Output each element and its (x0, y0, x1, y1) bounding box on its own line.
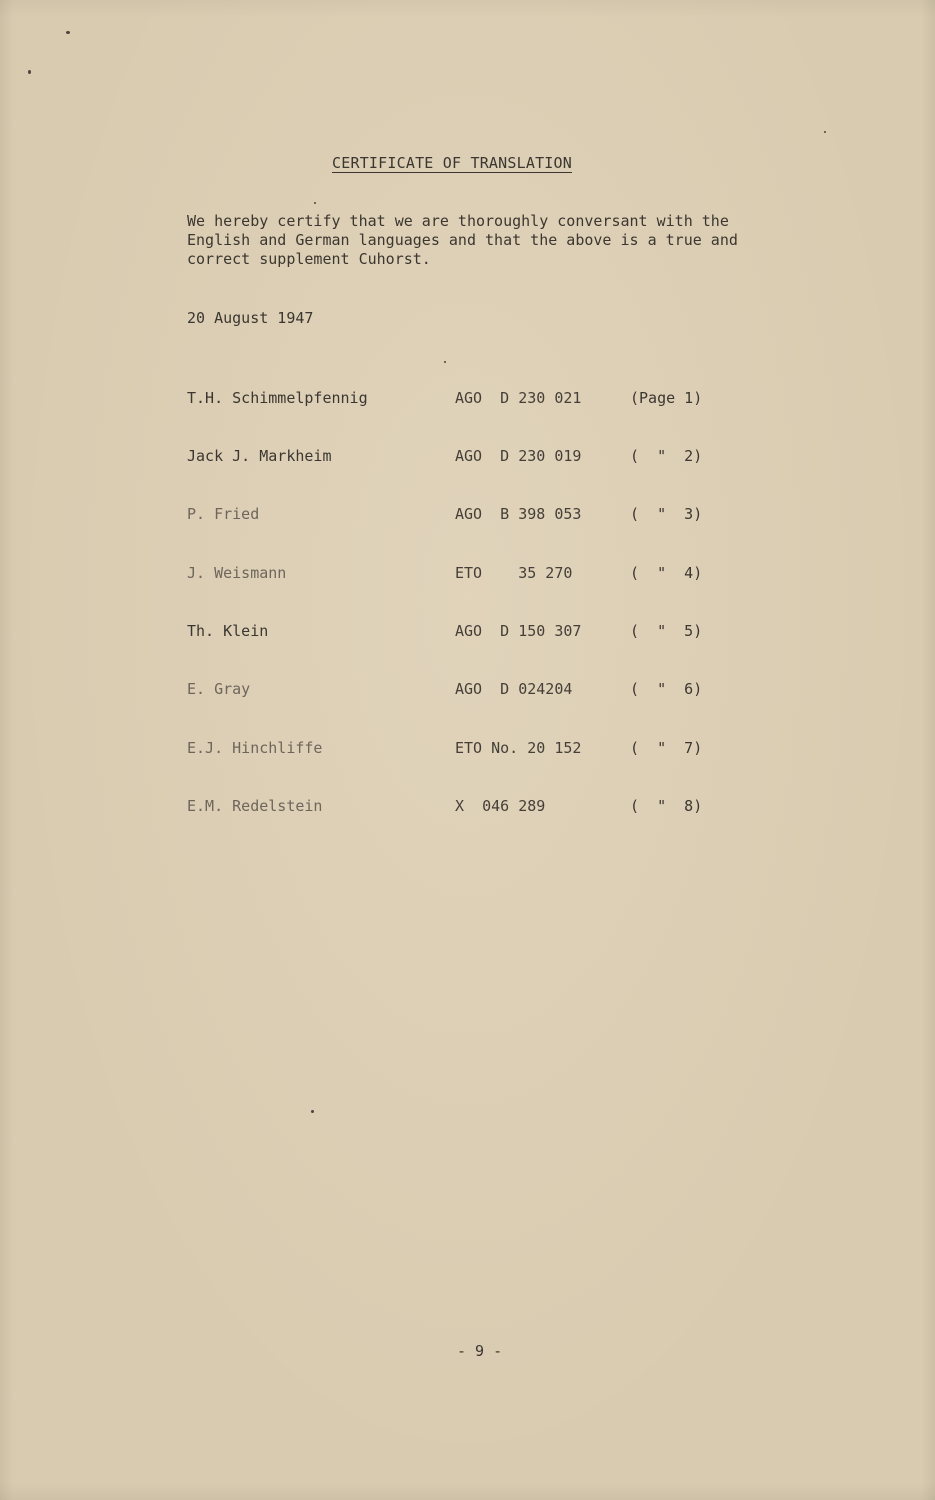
signatory-row (0, 680, 935, 704)
signatory-row (0, 389, 935, 413)
signatory-page: ( " 8) (630, 797, 703, 815)
signatory-name: Th. Klein (187, 622, 269, 640)
signatory-serial: AGO D 150 307 (455, 622, 582, 640)
signatory-serial: ETO No. 20 152 (455, 739, 582, 757)
certification-paragraph (187, 212, 787, 269)
paper-speck (66, 31, 70, 34)
signatory-name: P. Fried (187, 505, 260, 523)
signatory-serial: AGO D 230 021 (455, 389, 582, 407)
paper-speck (444, 361, 446, 363)
signatory-name: E.J. Hinchliffe (187, 739, 323, 757)
paragraph-line: English and German languages and that the above is a true and (187, 231, 738, 249)
signatory-row (0, 447, 935, 471)
paper-speck (311, 1110, 314, 1113)
signatory-name: J. Weismann (187, 564, 287, 582)
page-number: - 9 - (457, 1342, 503, 1360)
signatory-page: ( " 7) (630, 739, 703, 757)
signatory-row (0, 564, 935, 588)
certificate-title: CERTIFICATE OF TRANSLATION (332, 154, 572, 172)
signatory-name: T.H. Schimmelpfennig (187, 389, 368, 407)
signatory-page: ( " 6) (630, 680, 703, 698)
signatory-page: ( " 5) (630, 622, 703, 640)
paragraph-line: correct supplement Cuhorst. (187, 250, 431, 268)
signatory-row (0, 622, 935, 646)
paper-speck (824, 131, 826, 133)
signatory-page: ( " 3) (630, 505, 703, 523)
paper-speck (28, 70, 31, 74)
signatory-row (0, 797, 935, 821)
signatory-serial: AGO D 024204 (455, 680, 573, 698)
signatory-serial: X 046 289 (455, 797, 546, 815)
signatory-serial: ETO 35 270 (455, 564, 573, 582)
certificate-date: 20 August 1947 (187, 309, 314, 327)
signatory-page: ( " 2) (630, 447, 703, 465)
signatory-name: E.M. Redelstein (187, 797, 323, 815)
signatory-page: ( " 4) (630, 564, 703, 582)
paragraph-line: We hereby certify that we are thoroughly conversant with the (187, 212, 729, 230)
signatory-name: Jack J. Markheim (187, 447, 332, 465)
signatory-page: (Page 1) (630, 389, 703, 407)
signatory-name: E. Gray (187, 680, 251, 698)
signatory-row (0, 739, 935, 763)
paper-speck (314, 202, 316, 204)
signatory-serial: AGO D 230 019 (455, 447, 582, 465)
signatory-row (0, 505, 935, 529)
signatory-serial: AGO B 398 053 (455, 505, 582, 523)
